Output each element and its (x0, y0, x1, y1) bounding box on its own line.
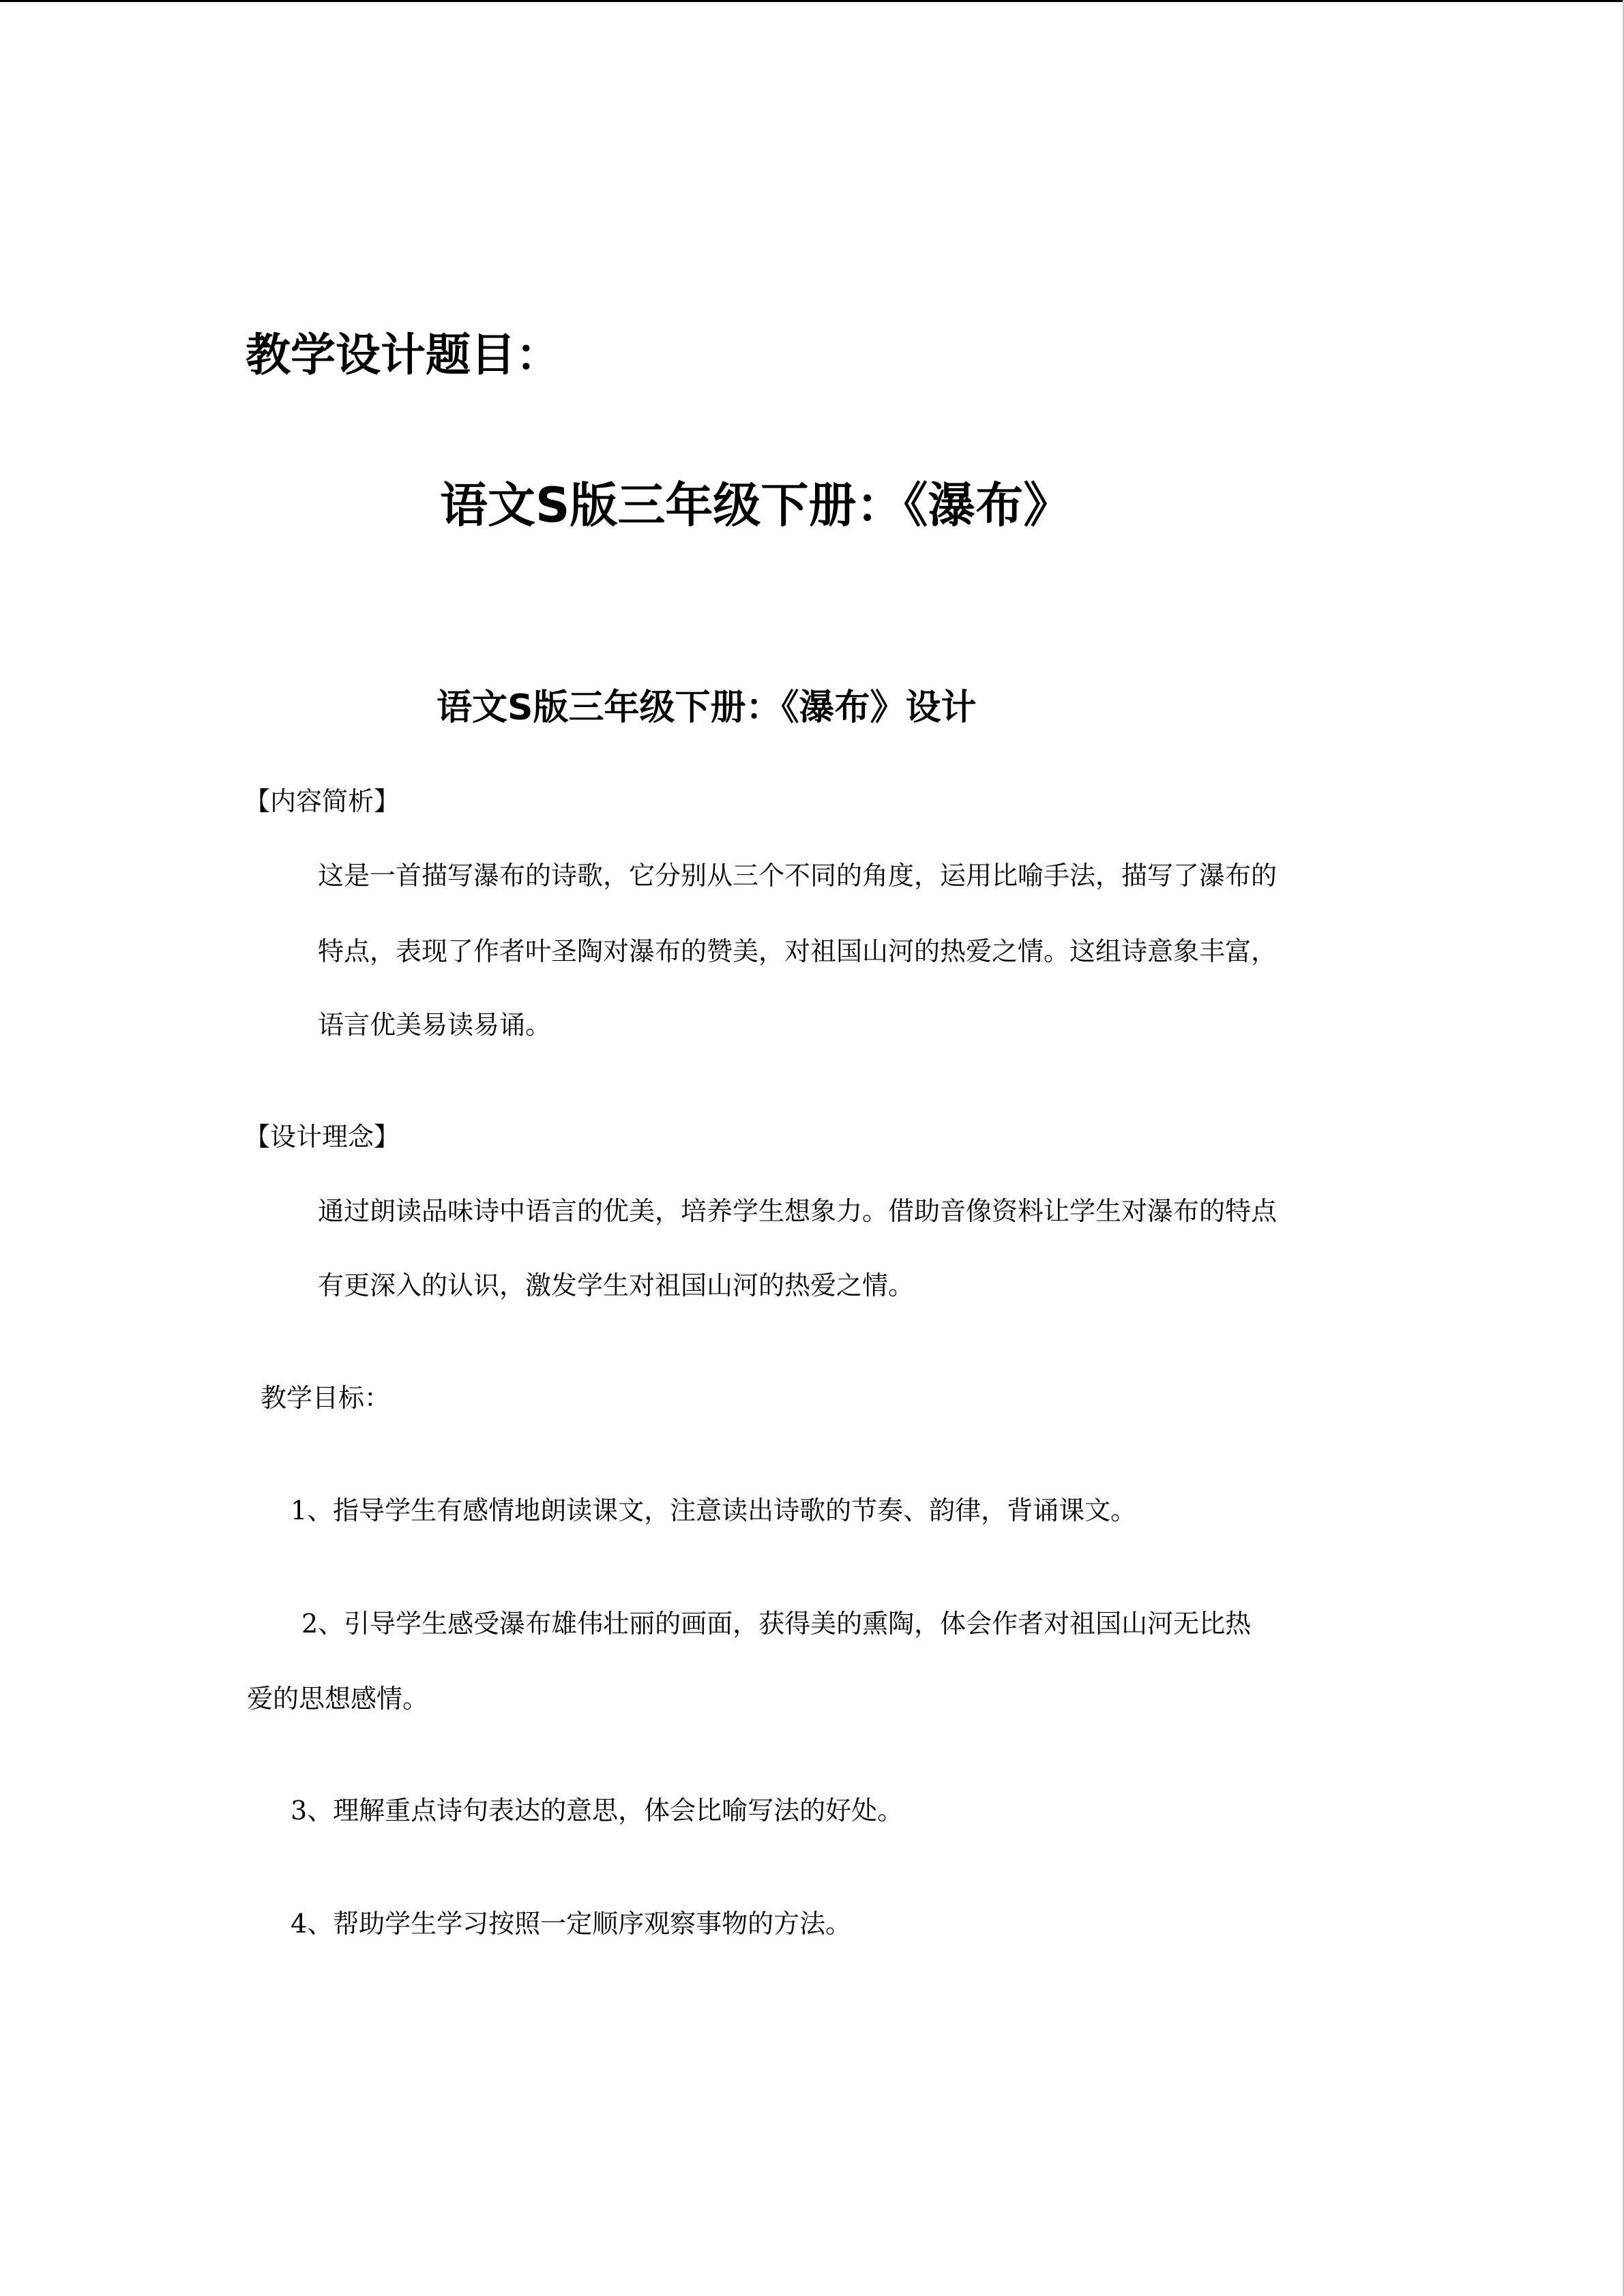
teaching-goal-item-continued: 爱的思想感情。 (247, 1684, 429, 1714)
content-analysis-line: 特点，表现了作者叶圣陶对瀑布的赞美，对祖国山河的热爱之情。这组诗意象丰富， (318, 936, 1278, 966)
teaching-goal-item: 1、指导学生有感情地朗读课文，注意读出诗歌的节奏、韵律，背诵课文。 (291, 1495, 1137, 1525)
design-title: 语文S版三年级下册：《瀑布》设计 (437, 687, 977, 728)
content-analysis-line: 这是一首描写瀑布的诗歌，它分别从三个不同的角度，运用比喻手法，描写了瀑布的 (318, 861, 1278, 891)
teaching-goal-item: 3、理解重点诗句表达的意思，体会比喻写法的好处。 (291, 1795, 904, 1825)
document-title-label: 教学设计题目： (246, 329, 561, 381)
content-analysis-label: 【内容简析】 (244, 786, 400, 816)
top-border-line (0, 0, 1624, 2)
design-concept-label: 【设计理念】 (244, 1122, 400, 1152)
design-concept-line: 通过朗读品味诗中语言的优美，培养学生想象力。借助音像资料让学生对瀑布的特点 (318, 1196, 1278, 1226)
teaching-goal-item: 2、引导学生感受瀑布雄伟壮丽的画面，获得美的熏陶，体会作者对祖国山河无比热 (301, 1609, 1252, 1639)
document-subtitle: 语文S版三年级下册：《瀑布》 (440, 477, 1072, 533)
teaching-goals-label: 教学目标： (261, 1383, 391, 1413)
teaching-goal-item: 4、帮助学生学习按照一定顺序观察事物的方法。 (291, 1909, 852, 1939)
content-analysis-line: 语言优美易读易诵。 (318, 1010, 552, 1040)
design-concept-line: 有更深入的认识，激发学生对祖国山河的热爱之情。 (318, 1270, 915, 1300)
